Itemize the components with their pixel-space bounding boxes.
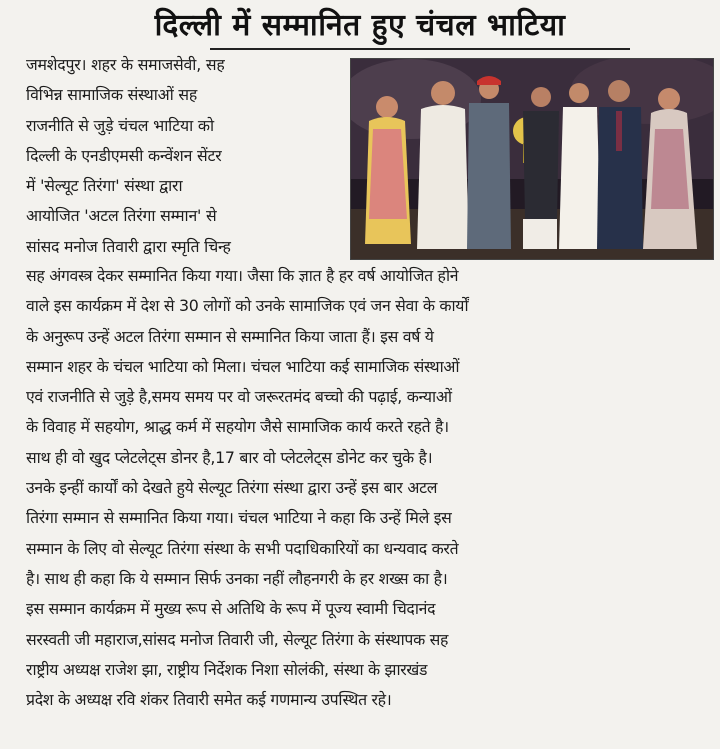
headline: दिल्ली में सम्मानित हुए चंचल भाटिया [154,8,566,43]
article-line: है। साथ ही कहा कि ये सम्मान सिर्फ उनका नहीं लौहनगरी के हर शख्स का है। [26,568,448,588]
article-line: दिल्ली के एनडीएमसी कन्वेंशन सेंटर [26,145,222,165]
article-line: तिरंगा सम्मान से सम्मानित किया गया। चंचल भाटिया ने कहा कि उन्हें मिले इस [26,508,452,528]
article-line: साथ ही वो खुद प्लेटलेट्स डोनर है,17 बार वो प्लेटलेट्स डोनेट कर चुके है। [26,447,433,467]
article-line: जमशेदपुर। शहर के समाजसेवी, सह [26,55,225,74]
article-line: सम्मान शहर के चंचल भाटिया को मिला। चंचल भाटिया कई सामाजिक संस्थाओं [26,356,460,376]
article-line: सम्मान के लिए वो सेल्यूट तिरंगा संस्था के सभी पदाधिकारियों का धन्यवाद करते [26,538,459,558]
article-line: सांसद मनोज तिवारी द्वारा स्मृति चिन्ह [26,236,231,256]
article-line: सह अंगवस्त्र देकर सम्मानित किया गया। जैसा कि ज्ञात है हर वर्ष आयोजित होने [26,266,459,285]
article-line: के विवाह में सहयोग, श्राद्ध कर्म में सहयोग जैसे सामाजिक कार्य करते रहते है। [26,417,449,437]
article-line: उनके इन्हीं कार्यों को देखते हुये सेल्यूट तिरंगा संस्था द्वारा उन्हें इस बार अटल [26,478,438,498]
article-line: आयोजित 'अटल तिरंगा सम्मान' से [26,206,217,226]
article-line: में 'सेल्यूट तिरंगा' संस्था द्वारा [26,176,183,196]
article-line: इस सम्मान कार्यक्रम में मुख्य रूप से अतिथि के रूप में पूज्य स्वामी चिदानंद [26,599,436,619]
article-line: सरस्वती जी महाराज,सांसद मनोज तिवारी जी, सेल्यूट तिरंगा के संस्थापक सह [26,629,449,649]
article-line: विभिन्न सामाजिक संस्थाओं सह [26,85,198,105]
article-body [26,261,710,715]
article-line: प्रदेश के अध्यक्ष रवि शंकर तिवारी समेत कई गणमान्य उपस्थित रहे। [26,690,392,710]
article-line: एवं राजनीति से जुड़े है,समय समय पर वो जरूरतमंद बच्चो की पढ़ाई, कन्याओं [26,387,452,407]
article-side-column [26,50,344,262]
article-line: राष्ट्रीय अध्यक्ष राजेश झा, राष्ट्रीय निर्देशक निशा सोलंकी, संस्था के झारखंड [26,659,428,679]
news-photo [350,58,714,260]
article-line: वाले इस कार्यक्रम में देश से 30 लोगों को उनके सामाजिक एवं जन सेवा के कार्यों [26,296,469,316]
article-line: के अनुरूप उन्हें अटल तिरंगा सम्मान से सम्मानित किया जाता हैं। इस वर्ष ये [26,326,434,346]
article-line: राजनीति से जुड़े चंचल भाटिया को [26,115,214,135]
